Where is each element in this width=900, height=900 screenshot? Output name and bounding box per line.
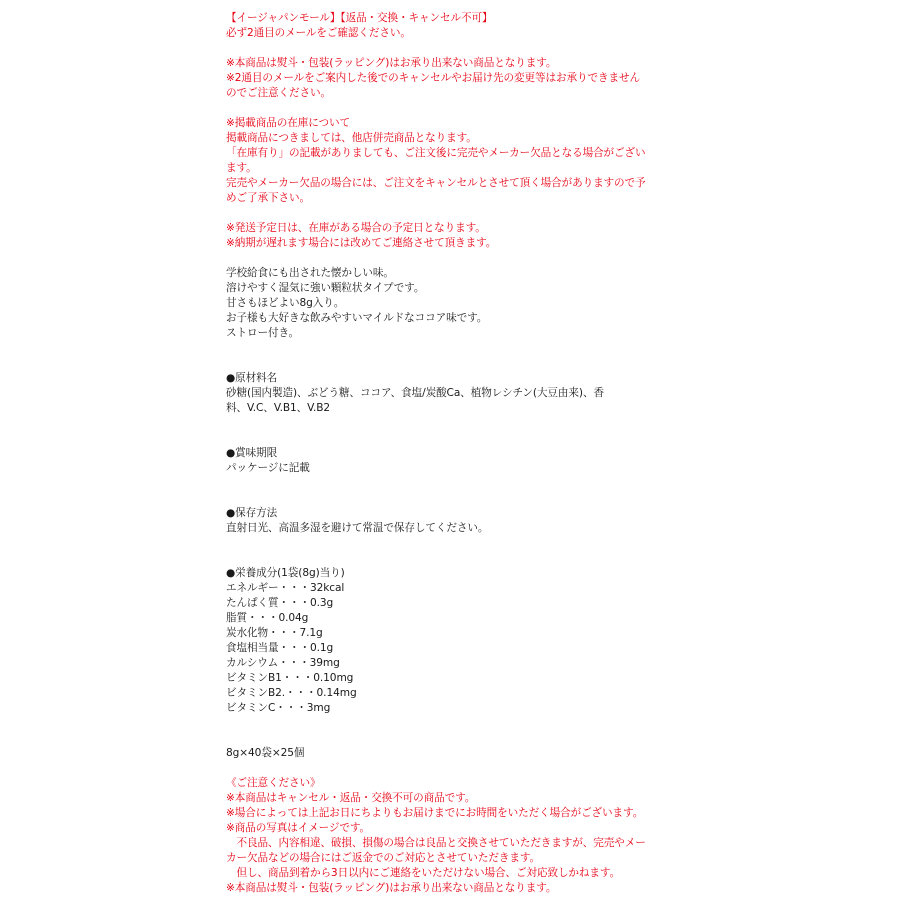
blank-line bbox=[226, 206, 656, 221]
notice-line: めご了承下さい。 bbox=[226, 192, 310, 204]
blank-line bbox=[226, 536, 656, 551]
blank-line bbox=[226, 716, 656, 731]
notice-line: ※商品の写真はイメージです。 bbox=[226, 822, 371, 834]
description-line: たんぱく質・・・0.3g bbox=[226, 597, 334, 609]
notice-line: ※本商品は熨斗・包装(ラッピング)はお承り出来ない商品となります。 bbox=[226, 57, 557, 69]
blank-line bbox=[226, 41, 656, 56]
notice-line: カー欠品などの場合にはご返金でのご対応とさせていただきます。 bbox=[226, 852, 540, 864]
description-line: ビタミンB2.・・・0.14mg bbox=[226, 687, 357, 699]
notice-line: ※本商品は熨斗・包装(ラッピング)はお承り出来ない商品となります。 bbox=[226, 882, 557, 894]
notice-line: 必ず2通目のメールをご確認ください。 bbox=[226, 27, 411, 39]
notice-line: 不良品、内容相違、破損、損傷の場合は良品と交換させていただきますが、完売やメー bbox=[226, 837, 646, 849]
description-line: 直射日光、高温多湿を避けて常温で保存してください。 bbox=[226, 522, 489, 534]
description-line: ●賞味期限 bbox=[226, 447, 278, 459]
blank-line bbox=[226, 476, 656, 491]
blank-line bbox=[226, 761, 656, 776]
notice-line: 但し、商品到着から3日以内にご連絡をいただけない場合、ご対応致しかねます。 bbox=[226, 867, 621, 879]
notice-line: ※本商品はキャンセル・返品・交換不可の商品です。 bbox=[226, 792, 476, 804]
blank-line bbox=[226, 551, 656, 566]
blank-line bbox=[226, 341, 656, 356]
description-line: ●保存方法 bbox=[226, 507, 278, 519]
description-line: 溶けやすく湿気に強い顆粒状タイプです。 bbox=[226, 282, 425, 294]
notice-line: 「在庫有り」の記載がありましても、ご注文後に完売やメーカー欠品となる場合がござい bbox=[226, 147, 646, 159]
description-line: 炭水化物・・・7.1g bbox=[226, 627, 323, 639]
description-line: 学校給食にも出された懐かしい味。 bbox=[226, 267, 394, 279]
notice-line: 【イージャパンモール】【返品・交換・キャンセル不可】 bbox=[226, 12, 493, 24]
notice-line: ※納期が遅れます場合には改めてご連絡させて頂きます。 bbox=[226, 237, 497, 249]
description-line: ビタミンC・・・3mg bbox=[226, 702, 331, 714]
description-line: 砂糖(国内製造)、ぶどう糖、ココア、食塩/炭酸Ca、植物レシチン(大豆由来)、香 bbox=[226, 387, 604, 399]
notice-line: ます。 bbox=[226, 162, 257, 174]
description-line: ストロー付き。 bbox=[226, 327, 300, 339]
notice-line: ※場合によっては上記お日にちよりもお届けまでにお時間をいただく場合がございます。 bbox=[226, 807, 644, 819]
notice-line: のでご注意ください。 bbox=[226, 87, 331, 99]
description-line: ●原材料名 bbox=[226, 372, 278, 384]
notice-line: 掲載商品につきましては、他店併売商品となります。 bbox=[226, 132, 477, 144]
blank-line bbox=[226, 101, 656, 116]
notice-line: 《ご注意ください》 bbox=[226, 777, 321, 789]
description-line: 食塩相当量・・・0.1g bbox=[226, 642, 334, 654]
description-line: 8g×40袋×25個 bbox=[226, 747, 305, 759]
description-line: パッケージに記載 bbox=[226, 462, 310, 474]
description-line: エネルギー・・・32kcal bbox=[226, 582, 345, 594]
product-description-text bbox=[226, 11, 656, 896]
description-line: ビタミンB1・・・0.10mg bbox=[226, 672, 354, 684]
blank-line bbox=[226, 491, 656, 506]
blank-line bbox=[226, 731, 656, 746]
blank-line bbox=[226, 431, 656, 446]
description-line: 料、V.C、V.B1、V.B2 bbox=[226, 402, 331, 414]
description-line: ●栄養成分(1袋(8g)当り) bbox=[226, 567, 345, 579]
blank-line bbox=[226, 416, 656, 431]
description-line: カルシウム・・・39mg bbox=[226, 657, 340, 669]
notice-line: ※掲載商品の在庫について bbox=[226, 117, 350, 129]
blank-line bbox=[226, 251, 656, 266]
description-line: 脂質・・・0.04g bbox=[226, 612, 309, 624]
description-line: お子様も大好きな飲みやすいマイルドなココア味です。 bbox=[226, 312, 488, 324]
blank-line bbox=[226, 356, 656, 371]
notice-line: ※発送予定日は、在庫がある場合の予定日となります。 bbox=[226, 222, 486, 234]
description-line: 甘さもほどよい8g入り。 bbox=[226, 297, 345, 309]
notice-line: 完売やメーカー欠品の場合には、ご注文をキャンセルとさせて頂く場合がありますので予 bbox=[226, 177, 646, 189]
notice-line: ※2通目のメールをご案内した後でのキャンセルやお届け先の変更等はお承りできません bbox=[226, 72, 640, 84]
